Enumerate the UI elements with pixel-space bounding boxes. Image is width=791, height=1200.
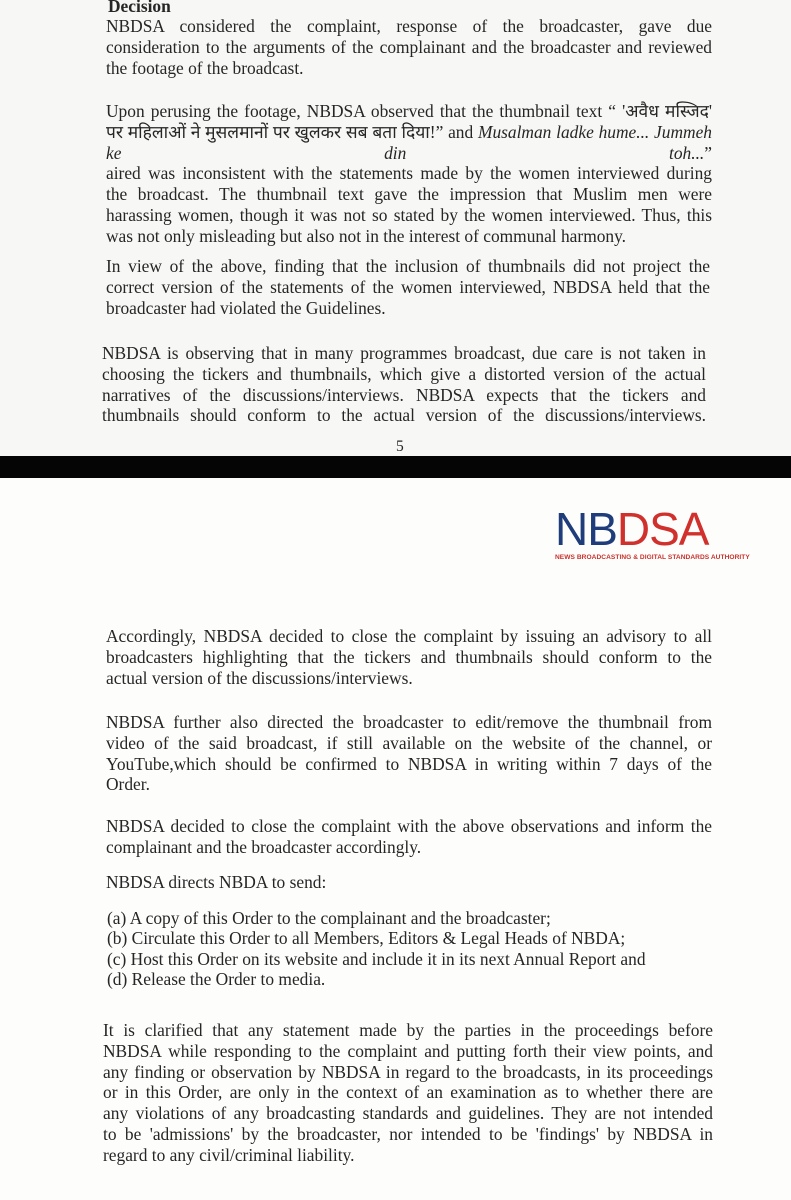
logo-nb: NB [555, 503, 617, 555]
list-item: (c) Host this Order on its website and include it in its next Annual Report and [107, 948, 646, 969]
text-line: to be 'admissions' by the broadcaster, nor intended to be 'findings' by NBDSA in [103, 1123, 713, 1144]
text-line: complainant and the broadcaster accordingly. [106, 836, 422, 857]
text-line: regard to any civil/criminal liability. [103, 1144, 355, 1165]
text-line: consideration to the arguments of the complainant and the broadcaster and reviewed [106, 36, 712, 57]
text-line-hindi [106, 122, 712, 164]
text-line: any finding or observation by NBDSA in regard to the broadcasts, in its proceedings [103, 1061, 713, 1082]
text-line: actual version of the discussions/interviews. [106, 667, 413, 688]
document-page-6 [0, 478, 791, 1200]
logo-tagline: NEWS BROADCASTING & DIGITAL STANDARDS AUTHORITY [555, 554, 750, 561]
text-line: narratives of the discussions/interviews. NBDSA expects that the tickers and [102, 384, 706, 405]
text-line: NBDSA decided to close the complaint with the above observations and inform the [106, 816, 712, 836]
text-line: YouTube,which should be confirmed to NBDSA in writing within 7 days of the [106, 753, 712, 774]
text-line: NBDSA while responding to the complaint and putting forth their view points, and [103, 1040, 713, 1061]
logo-wordmark [555, 503, 755, 555]
page-number: 5 [396, 438, 404, 455]
text-line: broadcasters highlighting that the tickers and thumbnails should conform to the [106, 646, 712, 667]
paragraph-perusing [106, 101, 712, 247]
text-line: NBDSA further also directed the broadcaster to edit/remove the thumbnail from [106, 712, 712, 732]
italic-thumbnail-text: Musalman ladke hume... Jummeh ke din toh... [106, 121, 712, 163]
text-line: video of the said broadcast, if still available on the website of the channel, or [106, 732, 712, 753]
text-line: choosing the tickers and thumbnails, which give a distorted version of the actual [102, 363, 706, 384]
text-line: aired was inconsistent with the statements made by the women interviewed during [106, 163, 712, 184]
text-line: was not only misleading but also not in the interest of communal harmony. [106, 225, 627, 246]
text-line: any violations of any broadcasting standards and guidelines. They are not intended [103, 1103, 713, 1124]
text-line: the broadcast. The thumbnail text gave the impression that Muslim men were [106, 184, 712, 205]
closing-quote: ” [704, 142, 712, 163]
directions-list [107, 908, 646, 990]
text-line: NBDSA considered the complaint, response of the broadcaster, gave due [106, 16, 712, 36]
nbdsa-logo [555, 503, 755, 561]
hindi-thumbnail-text: पर महिलाओं ने मुसलमानों पर खुलकर सब बता दिया!” and [106, 121, 478, 142]
text-line: thumbnails should conform to the actual version of the discussions/interviews. [102, 405, 706, 426]
paragraph-clarified [103, 1020, 713, 1166]
text-line: broadcaster had violated the Guidelines. [106, 297, 386, 318]
text-line: Upon perusing the footage, NBDSA observed that the thumbnail text “ 'अवैध मस्जिद' [106, 101, 712, 121]
text-line: NBDSA is observing that in many programmes broadcast, due care is not taken in [102, 343, 706, 363]
text-line: In view of the above, finding that the inclusion of thumbnails did not project the [106, 256, 710, 276]
document-page-5 [0, 0, 791, 456]
page-divider [0, 456, 791, 478]
text-line: harassing women, though it was not so stated by the women interviewed. Thus, this [106, 204, 712, 225]
paragraph-considered [106, 16, 712, 78]
list-item: (a) A copy of this Order to the complainant and the broadcaster; [107, 908, 551, 928]
paragraph-further [106, 712, 712, 795]
text-line: the footage of the broadcast. [106, 57, 304, 78]
text-line: or in this Order, are only in the context of an examination as to whether there are [103, 1082, 713, 1103]
text-line: It is clarified that any statement made by the parties in the proceedings before [103, 1020, 713, 1040]
list-item: (d) Release the Order to media. [107, 969, 326, 990]
list-item: (b) Circulate this Order to all Members, Editors & Legal Heads of NBDA; [107, 928, 626, 949]
decision-heading: Decision [108, 0, 171, 16]
paragraph-in-view [106, 256, 710, 318]
directs-line: NBDSA directs NBDA to send: [106, 872, 327, 892]
paragraph-observing [102, 343, 706, 426]
text-line: correct version of the statements of the women interviewed, NBDSA held that the [106, 276, 710, 297]
paragraph-decided-close [106, 816, 712, 858]
logo-dsa: DSA [616, 503, 709, 555]
text-line: Order. [106, 774, 150, 795]
text-line: Accordingly, NBDSA decided to close the complaint by issuing an advisory to all [106, 626, 712, 646]
paragraph-accordingly [106, 626, 712, 688]
